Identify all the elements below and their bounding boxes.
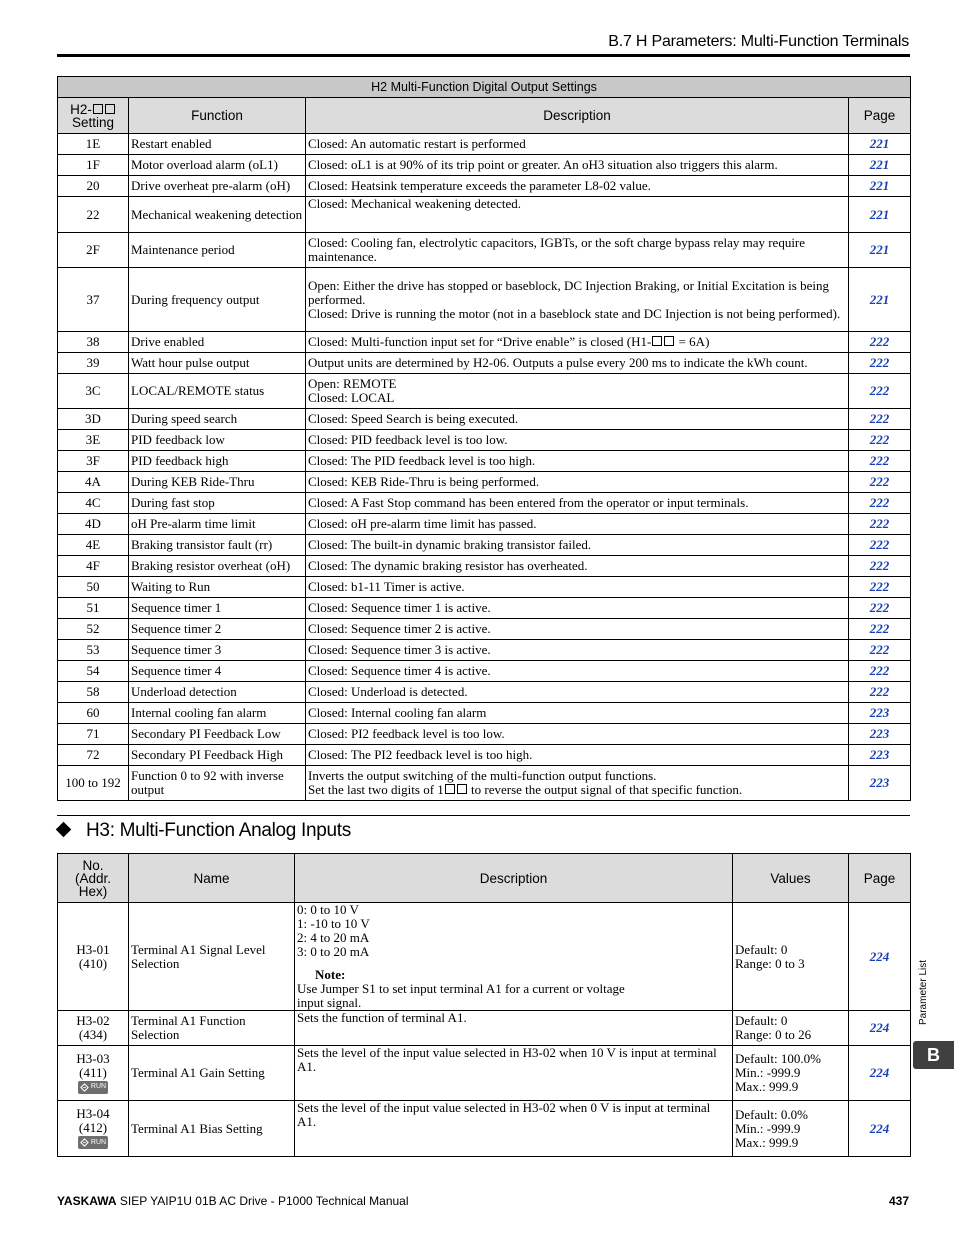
- function-name: Secondary PI Feedback Low: [129, 724, 306, 745]
- value-line: Min.: -999.9: [735, 1120, 801, 1136]
- function-name: Drive overheat pre-alarm (oH): [129, 176, 306, 197]
- placeholder-box-icon: [457, 784, 467, 794]
- parameter-number: H3-01: [76, 941, 110, 957]
- description-text: Closed: Sequence timer 4 is active.: [308, 663, 491, 678]
- setting-code: 3F: [58, 451, 129, 472]
- description-text: Closed: Sequence timer 1 is active.: [308, 600, 491, 615]
- parameter-number: H3-02: [76, 1013, 110, 1028]
- function-name: Function 0 to 92 with inverse output: [129, 766, 306, 801]
- page-link[interactable]: 221: [849, 268, 911, 332]
- page-link[interactable]: 222: [849, 661, 911, 682]
- description-cell: [306, 353, 849, 374]
- description-cell: [306, 640, 849, 661]
- value-line: Min.: -999.9: [735, 1065, 801, 1080]
- description-text: Closed: Multi-function input set for “Drive enable” is closed (H1-: [308, 334, 652, 349]
- setting-code: 3E: [58, 430, 129, 451]
- table-row: [58, 682, 911, 703]
- page-link[interactable]: 222: [849, 682, 911, 703]
- run-icon-label: RUN: [90, 1083, 107, 1090]
- description-cell: [306, 661, 849, 682]
- page-link[interactable]: 224: [849, 1011, 911, 1046]
- setting-code: 50: [58, 577, 129, 598]
- column-header-name: Name: [129, 854, 295, 903]
- setting-code: 100 to 192: [58, 766, 129, 801]
- page-link[interactable]: 221: [849, 134, 911, 155]
- page-link[interactable]: 224: [849, 1101, 911, 1157]
- description-text: Closed: b1-11 Timer is active.: [308, 579, 465, 594]
- description-cell: [306, 430, 849, 451]
- parameter-name: Terminal A1 Function Selection: [129, 1011, 295, 1046]
- description-text: Open: Either the drive has stopped or baseblock, DC Injection Braking, or Initial Excitation is being performed.: [308, 277, 829, 307]
- function-name: LOCAL/REMOTE status: [129, 374, 306, 409]
- function-name: During KEB Ride-Thru: [129, 472, 306, 493]
- setting-code: 72: [58, 745, 129, 766]
- function-name: Waiting to Run: [129, 577, 306, 598]
- function-name: Sequence timer 4: [129, 661, 306, 682]
- description-cell: [306, 703, 849, 724]
- value-line: Range: 0 to 26: [735, 1027, 812, 1042]
- table-row: [58, 176, 911, 197]
- description-text: Closed: The PI2 feedback level is too high.: [308, 747, 533, 762]
- column-header-no: [58, 854, 129, 903]
- page-link[interactable]: 222: [849, 374, 911, 409]
- parameter-number-cell: [58, 903, 129, 1011]
- parameter-number-cell: [58, 1046, 129, 1101]
- page-link[interactable]: 222: [849, 556, 911, 577]
- table-row: [58, 197, 911, 233]
- function-name: PID feedback low: [129, 430, 306, 451]
- page-link[interactable]: 223: [849, 745, 911, 766]
- description-cell: [306, 514, 849, 535]
- value-line: Default: 0: [735, 1013, 788, 1028]
- function-name: During speed search: [129, 409, 306, 430]
- table-row: [58, 472, 911, 493]
- section-divider: [57, 815, 910, 816]
- description-cell: [295, 1046, 733, 1101]
- description-text: Closed: KEB Ride-Thru is being performed.: [308, 474, 540, 489]
- page-link[interactable]: 224: [849, 1046, 911, 1101]
- function-name: Restart enabled: [129, 134, 306, 155]
- description-cell: [306, 155, 849, 176]
- setting-code: 4C: [58, 493, 129, 514]
- description-text: Open: REMOTE: [308, 376, 397, 391]
- table-row: [58, 332, 911, 353]
- description-text: Closed: LOCAL: [308, 390, 395, 405]
- description-cell: [306, 766, 849, 801]
- setting-code: 4D: [58, 514, 129, 535]
- footer-brand: YASKAWA: [57, 1194, 117, 1208]
- run-icon-label: RUN: [90, 1138, 107, 1146]
- footer-manual-title: [57, 1194, 409, 1208]
- description-cell: [306, 472, 849, 493]
- setting-code: 39: [58, 353, 129, 374]
- table-row: [58, 514, 911, 535]
- description-text: Closed: Internal cooling fan alarm: [308, 705, 487, 720]
- table-row: [58, 353, 911, 374]
- values-cell: [733, 1011, 849, 1046]
- description-text: Closed: The built-in dynamic braking transistor failed.: [308, 537, 592, 552]
- appendix-tab[interactable]: B: [913, 1041, 954, 1069]
- note-label: Note:: [315, 967, 346, 982]
- table-row: [58, 598, 911, 619]
- description-text: Closed: The PID feedback level is too high.: [308, 453, 536, 468]
- page-link[interactable]: 222: [849, 409, 911, 430]
- setting-code: 51: [58, 598, 129, 619]
- column-header-page: Page: [849, 854, 911, 903]
- description-text: Closed: oH pre-alarm time limit has passed.: [308, 516, 537, 531]
- description-text: Closed: PID feedback level is too low.: [308, 432, 508, 447]
- description-text: Closed: Speed Search is being executed.: [308, 411, 519, 426]
- function-name: During fast stop: [129, 493, 306, 514]
- table-row: [58, 430, 911, 451]
- description-text: Closed: PI2 feedback level is too low.: [308, 726, 505, 741]
- function-name: Sequence timer 3: [129, 640, 306, 661]
- setting-code: 3D: [58, 409, 129, 430]
- value-line: Range: 0 to 3: [735, 955, 805, 971]
- parameter-number-cell: [58, 1011, 129, 1046]
- description-line: Sets the level of the input value selected in H3-02 when 0 V is input at terminal A1.: [297, 1100, 711, 1129]
- h2-settings-table: [57, 76, 911, 801]
- parameter-name: Terminal A1 Signal Level Selection: [129, 903, 295, 1011]
- function-name: oH Pre-alarm time limit: [129, 514, 306, 535]
- function-name: Secondary PI Feedback High: [129, 745, 306, 766]
- page-section-title: B.7 H Parameters: Multi-Function Terminals: [608, 33, 909, 50]
- table-row: [58, 1046, 911, 1101]
- description-cell: [295, 1011, 733, 1046]
- page-link[interactable]: 221: [849, 176, 911, 197]
- description-cell: [306, 493, 849, 514]
- parameter-address: (410): [78, 955, 108, 971]
- placeholder-box-icon: [445, 784, 455, 794]
- description-text: Set the last two digits of 1: [308, 782, 444, 797]
- description-cell: [306, 535, 849, 556]
- column-header-description: Description: [306, 98, 849, 134]
- page-link[interactable]: 222: [849, 353, 911, 374]
- setting-code: 4E: [58, 535, 129, 556]
- footer-page-number: 437: [888, 1194, 909, 1208]
- setting-code: 38: [58, 332, 129, 353]
- setting-code: 71: [58, 724, 129, 745]
- parameter-name: Terminal A1 Gain Setting: [129, 1046, 295, 1101]
- function-name: PID feedback high: [129, 451, 306, 472]
- placeholder-box-icon: [93, 104, 103, 114]
- function-name: Maintenance period: [129, 233, 306, 268]
- description-cell: [306, 268, 849, 332]
- table-row: [58, 493, 911, 514]
- setting-code: 22: [58, 197, 129, 233]
- header-no-line: Hex): [78, 883, 108, 899]
- description-cell: [306, 451, 849, 472]
- page-link[interactable]: 222: [849, 493, 911, 514]
- diamond-bullet-icon: [56, 822, 72, 838]
- setting-code: 1F: [58, 155, 129, 176]
- setting-code: 52: [58, 619, 129, 640]
- page-link[interactable]: 222: [849, 472, 911, 493]
- description-text: Closed: A Fast Stop command has been entered from the operator or input terminals.: [308, 495, 749, 510]
- table-row: [58, 535, 911, 556]
- description-line: Sets the level of the input value selected in H3-02 when 10 V is input at terminal A1.: [297, 1045, 717, 1074]
- note: [297, 968, 730, 1010]
- setting-code: 4A: [58, 472, 129, 493]
- description-line: Sets the function of terminal A1.: [297, 1010, 467, 1025]
- table-row: [58, 1011, 911, 1046]
- header-rule: [57, 54, 910, 57]
- setting-code: 58: [58, 682, 129, 703]
- table-row: [58, 640, 911, 661]
- header-no-line: No.: [82, 857, 104, 873]
- page-link[interactable]: 222: [849, 640, 911, 661]
- setting-code: 60: [58, 703, 129, 724]
- description-text: Closed: An automatic restart is performed: [308, 136, 526, 151]
- table-row: [58, 134, 911, 155]
- setting-code: 53: [58, 640, 129, 661]
- description-cell: [306, 176, 849, 197]
- parameter-address: (434): [78, 1027, 108, 1042]
- function-name: Braking transistor fault (rr): [129, 535, 306, 556]
- description-cell: [306, 233, 849, 268]
- description-text: Closed: Sequence timer 3 is active.: [308, 642, 491, 657]
- values-cell: [733, 903, 849, 1011]
- function-name: Motor overload alarm (oL1): [129, 155, 306, 176]
- page-link[interactable]: 221: [849, 233, 911, 268]
- description-cell: [306, 409, 849, 430]
- placeholder-box-icon: [652, 336, 662, 346]
- page-link[interactable]: 222: [849, 577, 911, 598]
- page-link[interactable]: 223: [849, 766, 911, 801]
- value-line: Default: 0: [735, 941, 788, 957]
- setting-code: 54: [58, 661, 129, 682]
- description-cell: [306, 332, 849, 353]
- footer-manual: SIEP YAIP1U 01B AC Drive - P1000 Technical Manual: [116, 1194, 409, 1208]
- table-row: [58, 724, 911, 745]
- table-row: [58, 556, 911, 577]
- page-link[interactable]: 222: [849, 598, 911, 619]
- setting-code: 2F: [58, 233, 129, 268]
- description-cell: [306, 598, 849, 619]
- description-line: 0: 0 to 10 V: [297, 902, 359, 917]
- description-cell: [306, 374, 849, 409]
- function-name: Mechanical weakening detection: [129, 197, 306, 233]
- parameter-number: H3-04: [76, 1106, 110, 1121]
- description-text: Output units are determined by H2-06. Outputs a pulse every 200 ms to indicate the kWh count.: [308, 355, 808, 370]
- page-link[interactable]: 221: [849, 155, 911, 176]
- column-header-function: Function: [129, 98, 306, 134]
- description-cell: [306, 556, 849, 577]
- page-link[interactable]: 224: [849, 903, 911, 1011]
- table-row: [58, 233, 911, 268]
- setting-suffix: Setting: [71, 114, 115, 130]
- description-cell: [306, 619, 849, 640]
- values-cell: [733, 1046, 849, 1101]
- description-text: Closed: Mechanical weakening detected.: [308, 196, 521, 211]
- table-row: [58, 374, 911, 409]
- description-cell: [295, 903, 733, 1011]
- placeholder-box-icon: [664, 336, 674, 346]
- table-row: [58, 451, 911, 472]
- table-row: [58, 745, 911, 766]
- placeholder-box-icon: [105, 104, 115, 114]
- page-link[interactable]: 221: [849, 197, 911, 233]
- table-row: [58, 577, 911, 598]
- setting-code: 3C: [58, 374, 129, 409]
- description-line: 2: 4 to 20 mA: [297, 930, 370, 945]
- page-link[interactable]: 222: [849, 451, 911, 472]
- description-cell: [306, 197, 849, 233]
- page-link[interactable]: 222: [849, 619, 911, 640]
- value-line: Max.: 999.9: [735, 1079, 799, 1094]
- h3-parameters-table: [57, 853, 911, 1157]
- column-header-setting: [58, 98, 129, 134]
- function-name: Underload detection: [129, 682, 306, 703]
- description-text: Inverts the output switching of the multi-function output functions.: [308, 768, 657, 783]
- setting-code: 37: [58, 268, 129, 332]
- parameter-name: Terminal A1 Bias Setting: [129, 1101, 295, 1157]
- header-no-line: (Addr.: [74, 870, 112, 886]
- function-name: Sequence timer 2: [129, 619, 306, 640]
- parameter-number-cell: [58, 1101, 129, 1157]
- description-cell: [306, 745, 849, 766]
- parameter-address: (412): [78, 1120, 108, 1135]
- column-header-values: Values: [733, 854, 849, 903]
- description-line: 3: 0 to 20 mA: [297, 944, 370, 959]
- description-text: to reverse the output signal of that specific function.: [467, 782, 743, 797]
- description-text: Closed: Sequence timer 2 is active.: [308, 621, 491, 636]
- page-link[interactable]: 222: [849, 514, 911, 535]
- table-caption: H2 Multi-Function Digital Output Settings: [58, 77, 911, 98]
- section-heading: H3: Multi-Function Analog Inputs: [86, 820, 351, 841]
- side-section-label: Parameter List: [918, 959, 929, 1025]
- value-line: Default: 100.0%: [735, 1051, 821, 1066]
- column-header-page: Page: [849, 98, 911, 134]
- description-text: Closed: Cooling fan, electrolytic capacitors, IGBTs, or the soft charge bypass relay may require maintenance.: [308, 235, 806, 264]
- parameter-address: (411): [79, 1064, 107, 1080]
- description-cell: [295, 1101, 733, 1157]
- page-link[interactable]: 222: [849, 430, 911, 451]
- description-text: = 6A): [675, 334, 710, 349]
- description-text: Closed: Drive is running the motor (not in a baseblock state and DC Injection is not being performed).: [308, 305, 841, 321]
- table-row: [58, 409, 911, 430]
- page-link[interactable]: 223: [849, 724, 911, 745]
- table-row: [58, 703, 911, 724]
- setting-code: 20: [58, 176, 129, 197]
- setting-code: 4F: [58, 556, 129, 577]
- table-row: [58, 619, 911, 640]
- setting-prefix: H2-: [70, 101, 92, 117]
- function-name: During frequency output: [129, 268, 306, 332]
- table-row: [58, 268, 911, 332]
- setting-code: 1E: [58, 134, 129, 155]
- parameter-number: H3-03: [76, 1050, 110, 1066]
- run-icon: [78, 1136, 108, 1149]
- table-row: [58, 766, 911, 801]
- function-name: Watt hour pulse output: [129, 353, 306, 374]
- description-text: Closed: Heatsink temperature exceeds the parameter L8-02 value.: [308, 178, 651, 193]
- table-row: [58, 661, 911, 682]
- values-cell: [733, 1101, 849, 1157]
- description-text: Closed: oL1 is at 90% of its trip point or greater. An oH3 situation also triggers this alarm.: [308, 157, 778, 172]
- description-text: Closed: Underload is detected.: [308, 684, 468, 699]
- value-line: Max.: 999.9: [735, 1134, 799, 1150]
- description-cell: [306, 724, 849, 745]
- value-line: Default: 0.0%: [735, 1106, 808, 1122]
- page-link[interactable]: 222: [849, 535, 911, 556]
- column-header-description: Description: [295, 854, 733, 903]
- table-row: [58, 903, 911, 1011]
- page-link[interactable]: 222: [849, 332, 911, 353]
- page-link[interactable]: 223: [849, 703, 911, 724]
- description-cell: [306, 577, 849, 598]
- description-cell: [306, 134, 849, 155]
- function-name: Drive enabled: [129, 332, 306, 353]
- table-row: [58, 155, 911, 176]
- run-icon: [78, 1081, 108, 1094]
- description-text: Closed: The dynamic braking resistor has overheated.: [308, 558, 588, 573]
- note-text: Use Jumper S1 to set input terminal A1 for a current or voltage input signal.: [297, 981, 625, 1010]
- table-row: [58, 1101, 911, 1157]
- function-name: Internal cooling fan alarm: [129, 703, 306, 724]
- description-cell: [306, 682, 849, 703]
- function-name: Sequence timer 1: [129, 598, 306, 619]
- description-line: 1: -10 to 10 V: [297, 916, 370, 931]
- function-name: Braking resistor overheat (oH): [129, 556, 306, 577]
